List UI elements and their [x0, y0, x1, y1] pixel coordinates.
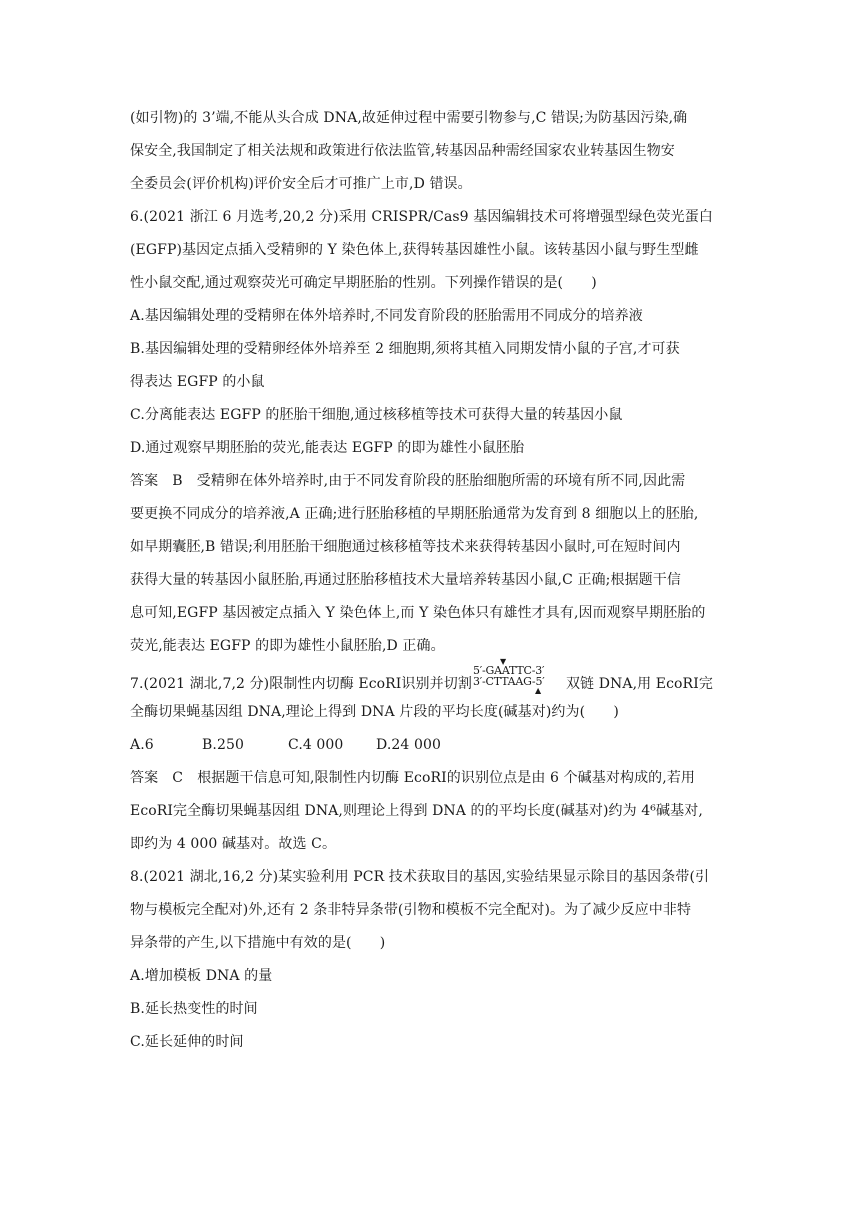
question-8-stem: 8.(2021 湖北,16,2 分)某实验利用 PCR 技术获取目的基因,实验结果显示除目的基因条带(引 — [130, 869, 710, 885]
question-6-option-d: D.通过观察早期胚胎的荧光,能表达 EGFP 的即为雄性小鼠胚胎 — [130, 440, 525, 456]
question-8-stem: 异条带的产生,以下措施中有效的是( ) — [130, 935, 386, 951]
sequence-top-strand: 5′-GAATTC-3′ — [472, 664, 545, 677]
answer-6: 息可知,EGFP 基因被定点插入 Y 染色体上,而 Y 染色体只有雄性才具有,因而观察早期胚胎的 — [130, 605, 706, 621]
question-7-option-b: B.250 — [202, 737, 244, 753]
text-line: 全委员会(评价机构)评价安全后才可推广上市,D 错误。 — [130, 176, 472, 192]
text-line: 保安全,我国制定了相关法规和政策进行依法监管,转基因品种需经国家农业转基因生物安 — [130, 143, 675, 159]
question-7-stem — [130, 657, 730, 695]
question-8-option-c: C.延长延伸的时间 — [130, 1034, 244, 1050]
answer-6: 获得大量的转基因小鼠胚胎,再通过胚胎移植技术大量培养转基因小鼠,C 正确;根据题干信 — [130, 572, 681, 588]
text-line: (如引物)的 3’端,不能从头合成 DNA,故延伸过程中需要引物参与,C 错误;为防基因污染,确 — [130, 110, 688, 126]
question-7-stem: 全酶切果蝇基因组 DNA,理论上得到 DNA 片段的平均长度(碱基对)约为( ) — [130, 704, 619, 720]
question-8-stem: 物与模板完全配对)外,还有 2 条非特异条带(引物和模板不完全配对)。为了减少反应中非特 — [130, 902, 692, 918]
question-7-option-c: C.4 000 — [288, 737, 344, 753]
question-7-text-before: 7.(2021 湖北,7,2 分)限制性内切酶 EcoRⅠ识别并切割 — [130, 676, 472, 692]
question-6-stem: (EGFP)基因定点插入受精卵的 Y 染色体上,获得转基因雄性小鼠。该转基因小鼠与野生型雌 — [130, 242, 699, 258]
question-6-option-c: C.分离能表达 EGFP 的胚胎干细胞,通过核移植等技术可获得大量的转基因小鼠 — [130, 407, 623, 423]
answer-6: 答案 B 受精卵在体外培养时,由于不同发育阶段的胚胎细胞所需的环境有所不同,因此需 — [130, 473, 686, 489]
cut-arrow-up-icon: ▲ — [534, 686, 542, 695]
question-7-option-d: D.24 000 — [376, 737, 441, 753]
recognition-sequence — [472, 657, 565, 695]
question-8-option-a: A.增加模板 DNA 的量 — [130, 968, 273, 984]
question-6-stem: 6.(2021 浙江 6 月选考,20,2 分)采用 CRISPR/Cas9 基因编辑技术可将增强型绿色荧光蛋白 — [130, 209, 713, 225]
question-6-option-b: B.基因编辑处理的受精卵经体外培养至 2 细胞期,须将其植入同期发情小鼠的子宫,才可获 — [130, 341, 680, 357]
answer-7: EcoRⅠ完全酶切果蝇基因组 DNA,则理论上得到 DNA 的的平均长度(碱基对)约为 4⁶碱基对, — [130, 803, 703, 819]
question-7-options — [130, 735, 730, 756]
question-6-option-a: A.基因编辑处理的受精卵在体外培养时,不同发育阶段的胚胎需用不同成分的培养液 — [130, 308, 643, 324]
question-7-option-a: A.6 — [130, 737, 154, 753]
answer-6: 要更换不同成分的培养液,A 正确;进行胚胎移植的早期胚胎通常为发育到 8 细胞以上的胚胎, — [130, 506, 699, 522]
answer-6: 荧光,能表达 EGFP 的即为雄性小鼠胚胎,D 正确。 — [130, 638, 445, 654]
question-6-stem: 性小鼠交配,通过观察荧光可确定早期胚胎的性别。下列操作错误的是( ) — [130, 275, 597, 291]
cut-arrow-down-icon: ▼ — [499, 657, 507, 666]
sequence-bottom-strand: 3′-CTTAAG-5′ — [472, 675, 545, 688]
document-body — [130, 108, 730, 1065]
question-6-option-b: 得表达 EGFP 的小鼠 — [130, 374, 265, 390]
question-7-text-after: 双链 DNA,用 EcoRⅠ完 — [565, 676, 713, 692]
answer-7: 即约为 4 000 碱基对。故选 C。 — [130, 836, 337, 852]
answer-6: 如早期囊胚,B 错误;利用胚胎干细胞通过核移植等技术来获得转基因小鼠时,可在短时间内 — [130, 539, 681, 555]
answer-7: 答案 C 根据题干信息可知,限制性内切酶 EcoRⅠ的识别位点是由 6 个碱基对构成的,若用 — [130, 770, 696, 786]
question-8-option-b: B.延长热变性的时间 — [130, 1001, 258, 1017]
